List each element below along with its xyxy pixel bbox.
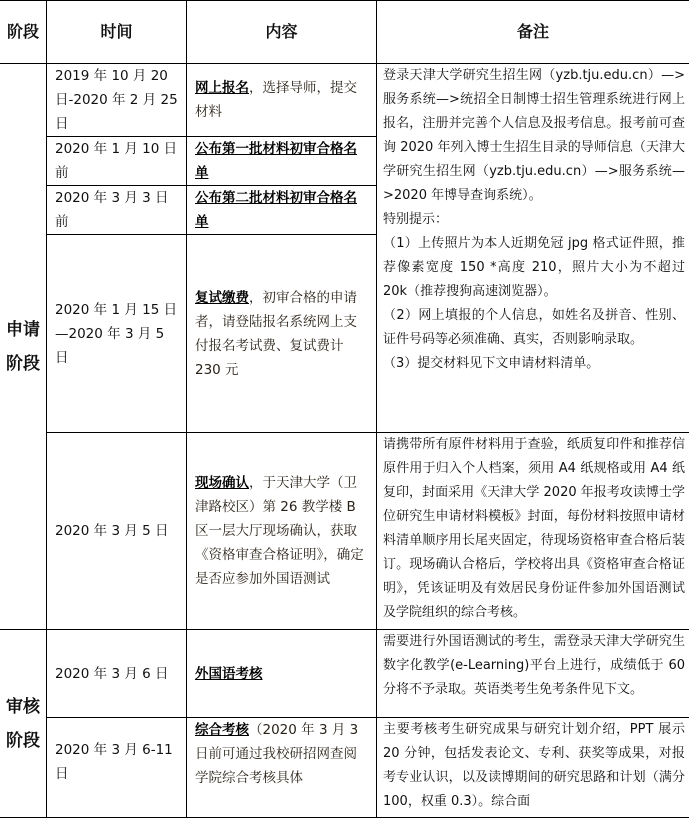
note-tip-3: （3）提交材料见下文申请材料清单。 [383,352,685,376]
table-row [0,718,689,818]
table-row [0,64,689,137]
content-title: 现场确认 [195,475,249,491]
content-cell [187,630,377,718]
content-text: （2020 年 3 月 3 日前可通过我校研招网查阅学院综合考核具体 [195,722,358,786]
header-time: 时间 [47,1,187,64]
table-row [0,433,689,630]
note-comprehensive: 主要考核考生研究成果与研究计划介绍，PPT 展示 20 分钟，包括发表论文、专利、获奖等成果，对报考专业认识，以及读博期间的研究思路和计划（满分 100，权重 0.3）。综合面 [377,718,689,818]
content-text: ，初审合格的申请者，请登陆报名系统网上支付报名考试费、复试费计 230 元 [195,290,357,378]
header-stage: 阶段 [0,1,47,64]
note-tips-title: 特别提示： [383,208,685,232]
content-cell [187,433,377,630]
content-cell [187,64,377,137]
content-title: 网上报名 [195,80,249,96]
table-header-row [0,1,689,64]
content-title: 复试缴费 [195,290,249,306]
note-apply-main: 登录天津大学研究生招生网（yzb.tju.edu.cn）—>服务系统—>统招全日制博士招生管理系统进行网上报名，注册并完善个人信息及报考信息。报考前可查询 2020 年列入博士生招生目录的导师信息（天津大学研究生招生网（yzb.tju.edu.cn）—>服务系统—>2020 年博导查询系统）。 [383,64,685,208]
note-language: 需要进行外国语测试的考生，需登录天津大学研究生数字化教学(e-Learning)平台上进行，成绩低于 60 分将不予录取。英语类考生免考条件见下文。 [377,630,689,718]
content-title: 公布第二批材料初审合格名单 [195,190,357,230]
time-cell: 2020 年 3 月 6-11 日 [47,718,187,818]
note-tip-2: （2）网上填报的个人信息，如姓名及拼音、性别、证件号码等必须准确、真实，否则影响录取。 [383,304,685,352]
table-row [0,630,689,718]
content-cell [187,235,377,433]
content-title: 外国语考核 [195,666,263,682]
content-text: ，选择导师，提交材料 [195,80,357,120]
note-onsite: 请携带所有原件材料用于查验，纸质复印件和推荐信原件用于归入个人档案，须用 A4 纸规格或用 A4 纸复印，封面采用《天津大学 2020 年报考攻读博士学位研究生申请材料模板》封面，每份材料按照申请材料清单顺序用长尾夹固定，待现场资格审查合格后装订。现场确认合格后，学校将出具《资格审查合格证明》，凭该证明及有效居民身份证件参加外国语测试及学院组织的综合考核。 [377,433,689,630]
time-cell: 2020 年 3 月 3 日前 [47,186,187,235]
stage-review: 审核阶段 [0,630,47,818]
content-cell [187,186,377,235]
time-cell: 2019 年 10 月 20 日-2020 年 2 月 25 日 [47,64,187,137]
stage-apply: 申请阶段 [0,64,47,630]
header-notes: 备注 [377,1,689,64]
content-title: 综合考核 [195,722,249,738]
time-cell: 2020 年 3 月 6 日 [47,630,187,718]
content-cell [187,137,377,186]
note-tip-1: （1）上传照片为本人近期免冠 jpg 格式证件照，推荐像素宽度 150 *高度 210，照片大小为不超过 20k（推荐搜狗高速浏览器）。 [383,232,685,304]
time-cell: 2020 年 1 月 15 日—2020 年 3 月 5 日 [47,235,187,433]
content-text: ，于天津大学（卫津路校区）第 26 教学楼 B 区一层大厅现场确认，获取《资格审查合格证明》，确定是否应参加外国语测试 [195,475,364,587]
time-cell: 2020 年 3 月 5 日 [47,433,187,630]
content-cell [187,718,377,818]
content-title: 公布第一批材料初审合格名单 [195,141,357,181]
notes-apply [377,64,689,433]
header-content: 内容 [187,1,377,64]
time-cell: 2020 年 1 月 10 日前 [47,137,187,186]
